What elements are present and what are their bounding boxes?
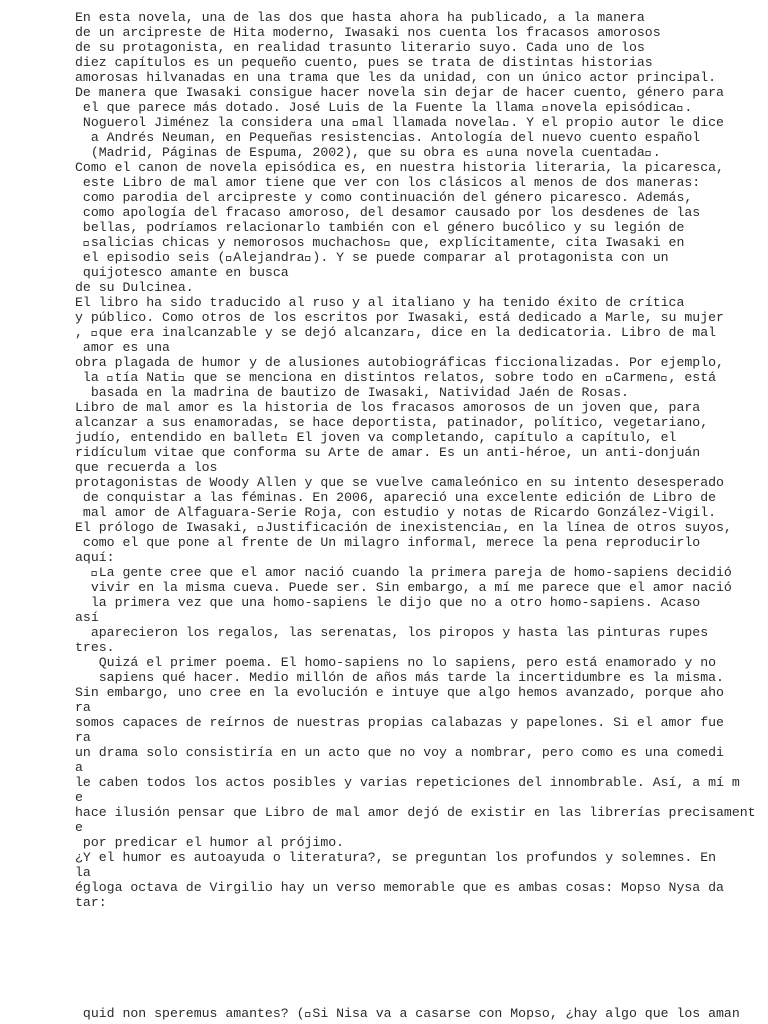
text-line: la  tía Nati  que se menciona en distintos relatos, sobre todo en  Carmen , está (75, 370, 717, 385)
text-line: égloga octava de Virgilio hay un verso memorable que es ambas cosas: Mopso Nysa da (75, 880, 724, 895)
quote-line: e (75, 820, 83, 835)
text-line: como parodia del arcipreste y como continuación del género picaresco. Además, (75, 190, 693, 205)
text-line: En esta novela, una de las dos que hasta ahora ha publicado, a la manera (75, 10, 645, 25)
text-line: de su protagonista, en realidad trasunto literario suyo. Cada uno de los (75, 40, 645, 55)
quote-line: por predicar el humor al prójimo. (75, 835, 345, 850)
quote-line: sapiens qué hacer. Medio millón de años más tarde la incertidumbre es la misma. (75, 670, 724, 685)
text-line: Como el canon de novela episódica es, en nuestra historia literaria, la picaresca, (75, 160, 724, 175)
text-line: a Andrés Neuman, en Pequeñas resistencias. Antología del nuevo cuento español (75, 130, 701, 145)
text-line: de su Dulcinea. (75, 280, 194, 295)
quote-line: la primera vez que una homo-sapiens le dijo que no a otro homo-sapiens. Acaso (75, 595, 701, 610)
text-line: bellas, podríamos relacionarlo también con el género bucólico y su legión de (75, 220, 685, 235)
quote-line: e (75, 790, 83, 805)
text-line: de un arcipreste de Hita moderno, Iwasaki nos cuenta los fracasos amorosos (75, 25, 661, 40)
text-line: judío, entendido en ballet  El joven va completando, capítulo a capítulo, el (75, 430, 677, 445)
text-line: protagonistas de Woody Allen y que se vuelve camaleónico en su intento desesperado (75, 475, 724, 490)
text-line: la (75, 865, 91, 880)
quote-line: tres. (75, 640, 115, 655)
text-line: como el que pone al frente de Un milagro informal, merece la pena reproducirlo (75, 535, 701, 550)
text-line: aquí: (75, 550, 115, 565)
quote-line: así (75, 610, 99, 625)
quote-line: vivir en la misma cueva. Puede ser. Sin embargo, a mí me parece que el amor nació (75, 580, 732, 595)
quote-line: Sin embargo, uno cree en la evolución e intuye que algo hemos avanzado, porque aho (75, 685, 724, 700)
text-line: mal amor de Alfaguara-Serie Roja, con estudio y notas de Ricardo González-Vigil. (75, 505, 717, 520)
text-line: como apología del fracaso amoroso, del desamor causado por los desdenes de las (75, 205, 701, 220)
text-line: amorosas hilvanadas en una trama que les da unidad, con un único actor principal. (75, 70, 717, 85)
text-line: Libro de mal amor es la historia de los fracasos amorosos de un joven que, para (75, 400, 701, 415)
quote-line: ra (75, 700, 91, 715)
text-line: diez capítulos es un pequeño cuento, pues se trata de distintas historias (75, 55, 653, 70)
text-line: De manera que Iwasaki consigue hacer novela sin dejar de hacer cuento, género para (75, 85, 724, 100)
text-line: ,  que era inalcanzable y se dejó alcanzar , dice en la dedicatoria. Libro de mal (75, 325, 717, 340)
text-line: Noguerol Jiménez la considera una  mal llamada novela . Y el propio autor le dice (75, 115, 724, 130)
text-line: (Madrid, Páginas de Espuma, 2002), que su obra es  una novela cuentada . (75, 145, 661, 160)
text-line: de conquistar a las féminas. En 2006, apareció una excelente edición de Libro de (75, 490, 717, 505)
text-line: tar: (75, 895, 107, 910)
text-line: El libro ha sido traducido al ruso y al italiano y ha tenido éxito de crítica (75, 295, 685, 310)
quote-line: aparecieron los regalos, las serenatas, los piropos y hasta las pinturas rupes (75, 625, 709, 640)
text-line: el episodio seis ( Alejandra ). Y se puede comparar al protagonista con un (75, 250, 669, 265)
text-line: este Libro de mal amor tiene que ver con los clásicos al menos de dos maneras: (75, 175, 701, 190)
text-line: alcanzar a sus enamoradas, se hace deportista, patinador, político, vegetariano, (75, 415, 709, 430)
text-line: el que parece más dotado. José Luis de la Fuente la llama  novela episódica . (75, 100, 693, 115)
quote-line: somos capaces de reírnos de nuestras propias calabazas y papelones. Si el amor fue (75, 715, 724, 730)
quote-line: un drama solo consistiría en un acto que no voy a nombrar, pero como es una comedi (75, 745, 724, 760)
quote-line: a (75, 760, 83, 775)
footer-line: quid non speremus amantes? ( Si Nisa va a casarse con Mopso, ¿hay algo que los aman (75, 1006, 740, 1021)
text-line: basada en la madrina de bautizo de Iwasaki, Natividad Jaén de Rosas. (75, 385, 629, 400)
text-line: quijotesco amante en busca (75, 265, 289, 280)
quote-line: le caben todos los actos posibles y varias repeticiones del innombrable. Así, a mí m (75, 775, 740, 790)
text-line: ridículum vitae que conforma su Arte de amar. Es un anti-héroe, un anti-donjuán (75, 445, 701, 460)
quote-line: ra (75, 730, 91, 745)
quote-line: Quizá el primer poema. El homo-sapiens no lo sapiens, pero está enamorado y no (75, 655, 717, 670)
text-line: obra plagada de humor y de alusiones autobiográficas ficcionalizadas. Por ejemplo, (75, 355, 724, 370)
text-line:  salicias chicas y nemorosos muchachos  que, explícitamente, cita Iwasaki en (75, 235, 685, 250)
text-line: y público. Como otros de los escritos por Iwasaki, está dedicado a Marle, su mujer (75, 310, 724, 325)
text-line: ¿Y el humor es autoayuda o literatura?, se preguntan los profundos y solemnes. En (75, 850, 717, 865)
quote-line:  La gente cree que el amor nació cuando la primera pareja de homo-sapiens decidió (75, 565, 732, 580)
text-line: que recuerda a los (75, 460, 218, 475)
quote-line: hace ilusión pensar que Libro de mal amor dejó de existir en las librerías precisament (75, 805, 756, 820)
text-line: amor es una (75, 340, 170, 355)
text-line: El prólogo de Iwasaki,  Justificación de inexistencia , en la línea de otros suyos, (75, 520, 732, 535)
